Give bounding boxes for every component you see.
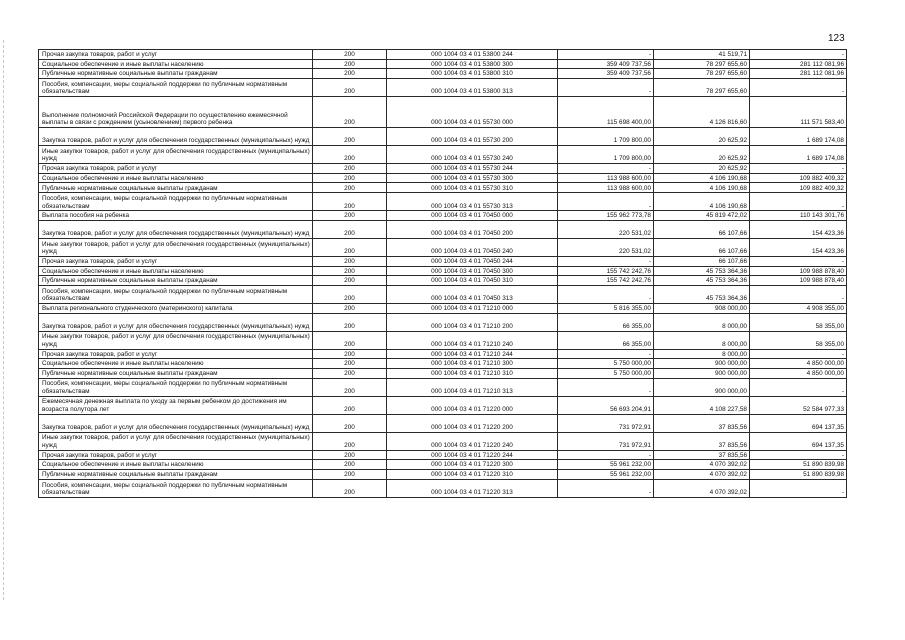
table-row	[39, 349, 847, 359]
row-executed-cell: 908 000,00	[654, 303, 750, 313]
row-approved-cell: 1 709 800,00	[558, 146, 654, 164]
row-budget-code-cell: 000 1004 03 4 01 70450 310	[387, 276, 558, 286]
row-approved-cell: 5 816 355,00	[558, 303, 654, 313]
table-row	[39, 220, 847, 238]
row-unexecuted-cell: -	[750, 349, 847, 359]
row-budget-code-cell: 000 1004 03 4 01 71220 310	[387, 470, 558, 480]
row-code-line-cell: 200	[313, 479, 387, 497]
row-approved-cell: 55 961 232,00	[558, 460, 654, 470]
row-budget-code-cell: 000 1004 03 4 01 70450 244	[387, 256, 558, 266]
row-name-cell: Закупка товаров, работ и услуг для обеспечения государственных (муниципальных) нужд	[39, 414, 313, 432]
row-name-cell: Выплата регионального студенческого (материнского) капитала	[39, 303, 313, 313]
row-name-cell: Выплата пособия на ребенка	[39, 211, 313, 221]
row-name-cell: Закупка товаров, работ и услуг для обеспечения государственных (муниципальных) нужд	[39, 313, 313, 331]
row-code-line-cell: 200	[313, 173, 387, 183]
row-budget-code-cell: 000 1004 03 4 01 70450 200	[387, 220, 558, 238]
row-executed-cell: 4 106 190,68	[654, 183, 750, 193]
row-unexecuted-cell: -	[750, 50, 847, 60]
table-row	[39, 50, 847, 60]
table-row	[39, 146, 847, 164]
table-row	[39, 173, 847, 183]
row-executed-cell: 45 753 364,36	[654, 285, 750, 303]
row-approved-cell: -	[558, 193, 654, 211]
row-unexecuted-cell: 110 143 301,76	[750, 211, 847, 221]
row-unexecuted-cell: 694 137,35	[750, 414, 847, 432]
row-executed-cell: 41 519,71	[654, 50, 750, 60]
row-executed-cell: 900 000,00	[654, 359, 750, 369]
row-unexecuted-cell: 694 137,35	[750, 432, 847, 450]
row-unexecuted-cell: 109 882 409,32	[750, 183, 847, 193]
table-row	[39, 276, 847, 286]
row-budget-code-cell: 000 1004 03 4 01 53800 244	[387, 50, 558, 60]
row-code-line-cell: 200	[313, 238, 387, 256]
row-unexecuted-cell: 109 988 878,40	[750, 266, 847, 276]
row-approved-cell: 155 962 773,78	[558, 211, 654, 221]
row-executed-cell: 4 106 190,68	[654, 193, 750, 211]
row-name-cell: Ежемесячная денежная выплата по уходу за первым ребенком до достижения им возраста полутора лет	[39, 396, 313, 414]
table-row	[39, 479, 847, 497]
row-budget-code-cell: 000 1004 03 4 01 71220 240	[387, 432, 558, 450]
row-budget-code-cell: 000 1004 03 4 01 55730 240	[387, 146, 558, 164]
row-approved-cell: 66 355,00	[558, 313, 654, 331]
row-name-cell: Публичные нормативные социальные выплаты гражданам	[39, 470, 313, 480]
row-code-line-cell: 200	[313, 432, 387, 450]
row-unexecuted-cell: 58 355,00	[750, 331, 847, 349]
table-row	[39, 183, 847, 193]
row-approved-cell: -	[558, 50, 654, 60]
row-unexecuted-cell: -	[750, 285, 847, 303]
row-code-line-cell: 200	[313, 183, 387, 193]
row-executed-cell: 20 625,92	[654, 146, 750, 164]
row-name-cell: Иные закупки товаров, работ и услуг для обеспечения государственных (муниципальных) нужд	[39, 331, 313, 349]
row-unexecuted-cell: 51 890 839,98	[750, 460, 847, 470]
table-row	[39, 432, 847, 450]
row-budget-code-cell: 000 1004 03 4 01 55730 000	[387, 97, 558, 128]
row-name-cell: Прочая закупка товаров, работ и услуг	[39, 256, 313, 266]
row-executed-cell: 37 835,56	[654, 432, 750, 450]
row-unexecuted-cell: 1 689 174,08	[750, 128, 847, 146]
scan-edge-line	[3, 40, 5, 600]
row-code-line-cell: 200	[313, 313, 387, 331]
row-unexecuted-cell: 58 355,00	[750, 313, 847, 331]
table-row	[39, 396, 847, 414]
row-budget-code-cell: 000 1004 03 4 01 70450 300	[387, 266, 558, 276]
row-approved-cell: 731 972,91	[558, 414, 654, 432]
row-executed-cell: 8 000,00	[654, 349, 750, 359]
row-budget-code-cell: 000 1004 03 4 01 55730 244	[387, 164, 558, 174]
row-executed-cell: 4 070 392,02	[654, 479, 750, 497]
row-unexecuted-cell: -	[750, 193, 847, 211]
row-code-line-cell: 200	[313, 450, 387, 460]
table-row	[39, 79, 847, 97]
row-unexecuted-cell: 1 689 174,08	[750, 146, 847, 164]
row-name-cell: Закупка товаров, работ и услуг для обеспечения государственных (муниципальных) нужд	[39, 128, 313, 146]
row-executed-cell: 4 070 392,02	[654, 470, 750, 480]
row-budget-code-cell: 000 1004 03 4 01 71210 240	[387, 331, 558, 349]
row-code-line-cell: 200	[313, 285, 387, 303]
budget-table	[38, 49, 847, 498]
row-budget-code-cell: 000 1004 03 4 01 71220 000	[387, 396, 558, 414]
row-code-line-cell: 200	[313, 266, 387, 276]
row-budget-code-cell: 000 1004 03 4 01 70450 240	[387, 238, 558, 256]
row-approved-cell: -	[558, 349, 654, 359]
row-unexecuted-cell: 154 423,36	[750, 238, 847, 256]
row-budget-code-cell: 000 1004 03 4 01 71220 313	[387, 479, 558, 497]
row-code-line-cell: 200	[313, 368, 387, 378]
row-code-line-cell: 200	[313, 79, 387, 97]
row-approved-cell: 113 988 600,00	[558, 183, 654, 193]
row-code-line-cell: 200	[313, 59, 387, 69]
row-code-line-cell: 200	[313, 50, 387, 60]
table-row	[39, 378, 847, 396]
row-code-line-cell: 200	[313, 69, 387, 79]
row-approved-cell: 66 355,00	[558, 331, 654, 349]
row-approved-cell: 359 409 737,56	[558, 69, 654, 79]
row-unexecuted-cell: 111 571 583,40	[750, 97, 847, 128]
row-budget-code-cell: 000 1004 03 4 01 70450 313	[387, 285, 558, 303]
row-code-line-cell: 200	[313, 220, 387, 238]
row-unexecuted-cell: 51 890 839,98	[750, 470, 847, 480]
row-name-cell: Иные закупки товаров, работ и услуг для обеспечения государственных (муниципальных) нужд	[39, 432, 313, 450]
table-row	[39, 331, 847, 349]
table-row	[39, 211, 847, 221]
row-name-cell: Пособия, компенсации, меры социальной поддержки по публичным нормативным обязательствам	[39, 193, 313, 211]
table-row	[39, 470, 847, 480]
row-budget-code-cell: 000 1004 03 4 01 71210 313	[387, 378, 558, 396]
table-row	[39, 266, 847, 276]
row-executed-cell: 8 000,00	[654, 331, 750, 349]
row-executed-cell: 8 000,00	[654, 313, 750, 331]
row-budget-code-cell: 000 1004 03 4 01 71210 200	[387, 313, 558, 331]
table-row	[39, 97, 847, 128]
row-approved-cell: 155 742 242,76	[558, 266, 654, 276]
row-executed-cell: 45 753 364,36	[654, 266, 750, 276]
row-budget-code-cell: 000 1004 03 4 01 53800 300	[387, 59, 558, 69]
row-executed-cell: 78 297 655,60	[654, 59, 750, 69]
row-name-cell: Социальное обеспечение и иные выплаты населению	[39, 359, 313, 369]
row-approved-cell: -	[558, 285, 654, 303]
row-code-line-cell: 200	[313, 396, 387, 414]
row-unexecuted-cell: -	[750, 450, 847, 460]
row-approved-cell: 220 531,02	[558, 238, 654, 256]
row-budget-code-cell: 000 1004 03 4 01 55730 313	[387, 193, 558, 211]
row-code-line-cell: 200	[313, 378, 387, 396]
table-row	[39, 450, 847, 460]
row-executed-cell: 4 106 190,68	[654, 173, 750, 183]
row-name-cell: Прочая закупка товаров, работ и услуг	[39, 349, 313, 359]
table-row	[39, 128, 847, 146]
row-unexecuted-cell: 109 882 409,32	[750, 173, 847, 183]
row-code-line-cell: 200	[313, 97, 387, 128]
row-executed-cell: 900 000,00	[654, 368, 750, 378]
row-budget-code-cell: 000 1004 03 4 01 55730 300	[387, 173, 558, 183]
row-name-cell: Пособия, компенсации, меры социальной поддержки по публичным нормативным обязательствам	[39, 79, 313, 97]
table-row	[39, 460, 847, 470]
row-unexecuted-cell: 281 112 081,96	[750, 69, 847, 79]
row-approved-cell: -	[558, 479, 654, 497]
row-name-cell: Публичные нормативные социальные выплаты гражданам	[39, 183, 313, 193]
row-budget-code-cell: 000 1004 03 4 01 53800 313	[387, 79, 558, 97]
row-executed-cell: 66 107,66	[654, 256, 750, 266]
row-approved-cell: -	[558, 256, 654, 266]
row-code-line-cell: 200	[313, 256, 387, 266]
row-budget-code-cell: 000 1004 03 4 01 71220 300	[387, 460, 558, 470]
row-approved-cell: 220 531,02	[558, 220, 654, 238]
row-executed-cell: 45 753 364,36	[654, 276, 750, 286]
row-approved-cell: 115 698 400,00	[558, 97, 654, 128]
table-row	[39, 238, 847, 256]
row-unexecuted-cell: 154 423,36	[750, 220, 847, 238]
row-name-cell: Иные закупки товаров, работ и услуг для обеспечения государственных (муниципальных) нужд	[39, 238, 313, 256]
row-budget-code-cell: 000 1004 03 4 01 71210 300	[387, 359, 558, 369]
row-approved-cell: 113 988 600,00	[558, 173, 654, 183]
table-row	[39, 359, 847, 369]
row-budget-code-cell: 000 1004 03 4 01 71220 200	[387, 414, 558, 432]
row-name-cell: Социальное обеспечение и иные выплаты населению	[39, 59, 313, 69]
row-unexecuted-cell: 109 988 878,40	[750, 276, 847, 286]
row-approved-cell: 155 742 242,76	[558, 276, 654, 286]
table-row	[39, 193, 847, 211]
row-name-cell: Публичные нормативные социальные выплаты гражданам	[39, 276, 313, 286]
row-name-cell: Закупка товаров, работ и услуг для обеспечения государственных (муниципальных) нужд	[39, 220, 313, 238]
row-name-cell: Выполнение полномочий Российской Федерации по осуществлению ежемесячной выплаты в связи с рождением (усыновлением) первого ребенка	[39, 97, 313, 128]
row-executed-cell: 4 108 227,58	[654, 396, 750, 414]
row-unexecuted-cell: 4 850 000,00	[750, 368, 847, 378]
row-code-line-cell: 200	[313, 211, 387, 221]
row-unexecuted-cell: -	[750, 479, 847, 497]
row-budget-code-cell: 000 1004 03 4 01 71210 310	[387, 368, 558, 378]
row-budget-code-cell: 000 1004 03 4 01 53800 310	[387, 69, 558, 79]
row-approved-cell: 359 409 737,56	[558, 59, 654, 69]
row-budget-code-cell: 000 1004 03 4 01 71220 244	[387, 450, 558, 460]
row-name-cell: Прочая закупка товаров, работ и услуг	[39, 50, 313, 60]
row-budget-code-cell: 000 1004 03 4 01 55730 200	[387, 128, 558, 146]
table-row	[39, 285, 847, 303]
row-code-line-cell: 200	[313, 359, 387, 369]
row-approved-cell: 56 693 204,91	[558, 396, 654, 414]
table-row	[39, 256, 847, 266]
row-code-line-cell: 200	[313, 193, 387, 211]
row-unexecuted-cell: 52 584 977,33	[750, 396, 847, 414]
row-code-line-cell: 200	[313, 331, 387, 349]
row-code-line-cell: 200	[313, 164, 387, 174]
row-code-line-cell: 200	[313, 276, 387, 286]
row-name-cell: Публичные нормативные социальные выплаты гражданам	[39, 368, 313, 378]
table-row	[39, 368, 847, 378]
row-executed-cell: 37 835,56	[654, 414, 750, 432]
row-name-cell: Иные закупки товаров, работ и услуг для обеспечения государственных (муниципальных) нужд	[39, 146, 313, 164]
row-budget-code-cell: 000 1004 03 4 01 55730 310	[387, 183, 558, 193]
row-name-cell: Социальное обеспечение и иные выплаты населению	[39, 460, 313, 470]
row-code-line-cell: 200	[313, 146, 387, 164]
page-number: 123	[828, 33, 845, 44]
row-unexecuted-cell: -	[750, 378, 847, 396]
table-row	[39, 313, 847, 331]
table-row	[39, 414, 847, 432]
row-unexecuted-cell: -	[750, 164, 847, 174]
row-budget-code-cell: 000 1004 03 4 01 71210 244	[387, 349, 558, 359]
row-name-cell: Пособия, компенсации, меры социальной поддержки по публичным нормативным обязательствам	[39, 479, 313, 497]
row-approved-cell: 5 750 000,00	[558, 368, 654, 378]
row-executed-cell: 66 107,66	[654, 220, 750, 238]
row-executed-cell: 78 297 655,60	[654, 79, 750, 97]
row-approved-cell: -	[558, 79, 654, 97]
row-code-line-cell: 200	[313, 128, 387, 146]
row-approved-cell: 1 709 800,00	[558, 128, 654, 146]
table-row	[39, 59, 847, 69]
row-name-cell: Социальное обеспечение и иные выплаты населению	[39, 266, 313, 276]
row-code-line-cell: 200	[313, 303, 387, 313]
row-unexecuted-cell: 4 908 355,00	[750, 303, 847, 313]
row-name-cell: Социальное обеспечение и иные выплаты населению	[39, 173, 313, 183]
row-code-line-cell: 200	[313, 414, 387, 432]
row-unexecuted-cell: -	[750, 256, 847, 266]
row-name-cell: Прочая закупка товаров, работ и услуг	[39, 450, 313, 460]
row-code-line-cell: 200	[313, 470, 387, 480]
row-executed-cell: 4 070 392,02	[654, 460, 750, 470]
row-approved-cell: -	[558, 450, 654, 460]
table-row	[39, 164, 847, 174]
row-approved-cell: -	[558, 164, 654, 174]
row-executed-cell: 20 625,92	[654, 128, 750, 146]
row-name-cell: Прочая закупка товаров, работ и услуг	[39, 164, 313, 174]
row-approved-cell: 5 750 000,00	[558, 359, 654, 369]
row-unexecuted-cell: 281 112 081,96	[750, 59, 847, 69]
row-code-line-cell: 200	[313, 349, 387, 359]
row-name-cell: Пособия, компенсации, меры социальной поддержки по публичным нормативным обязательствам	[39, 285, 313, 303]
row-executed-cell: 900 000,00	[654, 378, 750, 396]
row-executed-cell: 37 835,56	[654, 450, 750, 460]
budget-table-body	[39, 50, 847, 498]
row-executed-cell: 66 107,66	[654, 238, 750, 256]
row-budget-code-cell: 000 1004 03 4 01 71210 000	[387, 303, 558, 313]
row-executed-cell: 4 126 816,60	[654, 97, 750, 128]
row-unexecuted-cell: 4 850 000,00	[750, 359, 847, 369]
row-budget-code-cell: 000 1004 03 4 01 70450 000	[387, 211, 558, 221]
row-executed-cell: 45 819 472,02	[654, 211, 750, 221]
table-row	[39, 303, 847, 313]
row-approved-cell: -	[558, 378, 654, 396]
table-row	[39, 69, 847, 79]
row-executed-cell: 20 625,92	[654, 164, 750, 174]
row-unexecuted-cell: -	[750, 79, 847, 97]
row-code-line-cell: 200	[313, 460, 387, 470]
row-approved-cell: 55 961 232,00	[558, 470, 654, 480]
row-name-cell: Пособия, компенсации, меры социальной поддержки по публичным нормативным обязательствам	[39, 378, 313, 396]
row-name-cell: Публичные нормативные социальные выплаты гражданам	[39, 69, 313, 79]
row-executed-cell: 78 297 655,60	[654, 69, 750, 79]
row-approved-cell: 731 972,91	[558, 432, 654, 450]
